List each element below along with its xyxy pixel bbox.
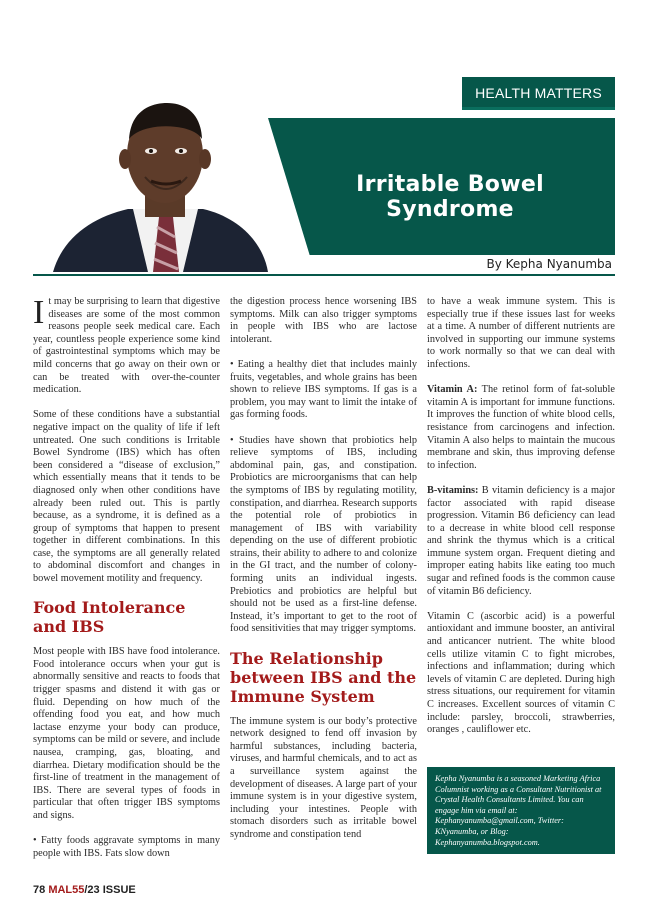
body-paragraph: Some of these conditions have a substantial negative impact on the quality of life if left untreated. One such conditions is Irritable Bowel Syndrome (IBS) which has often been considered a “disease of exclusion,” which essentially means that it tends to be diagnosed only when other conditions have already been ruled out. This is partly because, as a syndrome, it is defined as a group of symptoms that happen to present together in different combinations. In this case, the symptoms are all generally related to abdominal discomfort and changes in bowel movement motility and frequency. <box>33 409 220 585</box>
body-paragraph: to have a weak immune system. This is especially true if these issues last for weeks at a time. A number of different nutrients are involved in supporting our immune systems to work normally so that we can deal with infections. <box>427 296 615 370</box>
intro-paragraph: It may be surprising to learn that digestive diseases are some of the most common reasons people seek medical care. Each year, countless people experience some kind of gastrointestinal symptoms which may be mild concerns that go away on their own or can be treated with over-the-counter medication. <box>33 294 220 396</box>
page-number: 78 <box>33 884 46 896</box>
body-paragraph: the digestion process hence worsening IBS symptoms. Milk can also trigger symptoms in people with IBS who are lactose intolerant. <box>230 296 417 345</box>
author-photo <box>33 77 268 272</box>
vitamin-b-paragraph: B-vitamins: B vitamin deficiency is a major factor associated with rapid disease progression. Vitamin B6 deficiency can lead to a decrease in white blood cell response and shrink the thymus which is a critical immune system organ. Frequent dieting and improper eating habits like eating too much sugar and refined foods is the common cause of vitamin B6 deficiency. <box>427 484 615 597</box>
article-column-2 <box>230 296 417 854</box>
drop-cap: I <box>33 294 45 331</box>
bullet-paragraph: • Studies have shown that probiotics help relieve symptoms of IBS, including abdominal pain, gas, and constipation. Probiotics are microorganisms that can help the symptoms of IBS by regulating motility, constipation, and diarrhea. Research supports the potential role of probiotics in management of IBS with variability depending on the use of different probiotic strains, their ability to adhere to and colonize in the GI tract, and the number of colony-forming units an individual ingests. Prebiotics and probiotics are helpful but should not be used as a first-line defense. Instead, it’s important to get to the root of food sensitivities that may trigger symptoms. <box>230 434 418 635</box>
body-paragraph: The immune system is our body’s protective network designed to fend off invasion by harmful substances, including bacteria, viruses, and harmful chemicals, and to act as a surveillance system against the development of diseases. A large part of your immune system is in your digestive system, including your intestines. People with stomach disorders such as irritable bowel syndrome and constipation tend <box>230 715 417 840</box>
section-heading-food-intolerance: Food Intolerance and IBS <box>33 598 186 637</box>
issue-label: /23 ISSUE <box>84 884 136 896</box>
article-title: Irritable Bowel Syndrome <box>356 172 544 222</box>
section-heading-immune-system: The Relationship between IBS and the Immune System <box>230 648 417 706</box>
article-column-1 <box>33 296 220 873</box>
vitamin-c-paragraph: Vitamin C (ascorbic acid) is a powerful antioxidant and immune booster, an antiviral and anticancer nutrient. The white blood cells utilize vitamin C to fight microbes, infections and inflammation; during which levels of vitamin C are depleted. During high stress situations, our requirement for vitamin C increases. Excellent sources of vitamin C include: parsley, broccoli, strawberries, oranges , cauliflower etc. <box>427 610 615 736</box>
vitamin-a-label: Vitamin A: <box>427 384 478 396</box>
bullet-paragraph: • Fatty foods aggravate symptoms in many people with IBS. Fats slow down <box>33 835 220 859</box>
magazine-brand: MAL55 <box>48 884 85 896</box>
vitamin-a-paragraph: Vitamin A: The retinol form of fat-soluble vitamin A is important for immune functions. It improves the function of white blood cells, resistance from carcinogens and infection. Vitamin A also helps to maintain the mucous membrane and skin, thus improving defense to infection. <box>427 384 615 471</box>
body-paragraph: Most people with IBS have food intolerance. Food intolerance occurs when your gut is abnormally sensitive and reacts to foods that trigger spasms and distend it with gas or fluid. Depending on how much of the offending food you eat, and how much lactase enzyme your body can produce, symptoms can be mild or severe, and include nausea, cramping, gas, bloating, and diarrhea. Dietary modification should be the first-line of treatment in the management of IBS. There are several types of foods in particular that often trigger IBS symptoms and signs. <box>33 646 220 821</box>
header-divider <box>33 274 615 276</box>
bullet-paragraph: • Eating a healthy diet that includes mainly fruits, vegetables, and whole grains has been shown to relieve IBS symptoms. If gas is a problem, you may want to limit the intake of gas forming foods. <box>230 358 417 421</box>
vitamin-b-label: B-vitamins: <box>427 484 479 496</box>
article-column-3 <box>427 296 615 749</box>
section-tag-underline <box>462 107 615 110</box>
author-byline: By Kepha Nyanumba <box>486 257 612 271</box>
page-footer <box>33 884 136 896</box>
section-tag: HEALTH MATTERS <box>462 77 615 108</box>
author-bio-box: Kepha Nyanumba is a seasoned Marketing Africa Columnist working as a Consultant Nutritionist at Crystal Health Consultants Limited. You can engage him via email at: Kephanyanumba@gmail.com, Twitter: KNyanumba, or Blog: Kephanyanumba.blogspot.com. <box>427 767 615 854</box>
